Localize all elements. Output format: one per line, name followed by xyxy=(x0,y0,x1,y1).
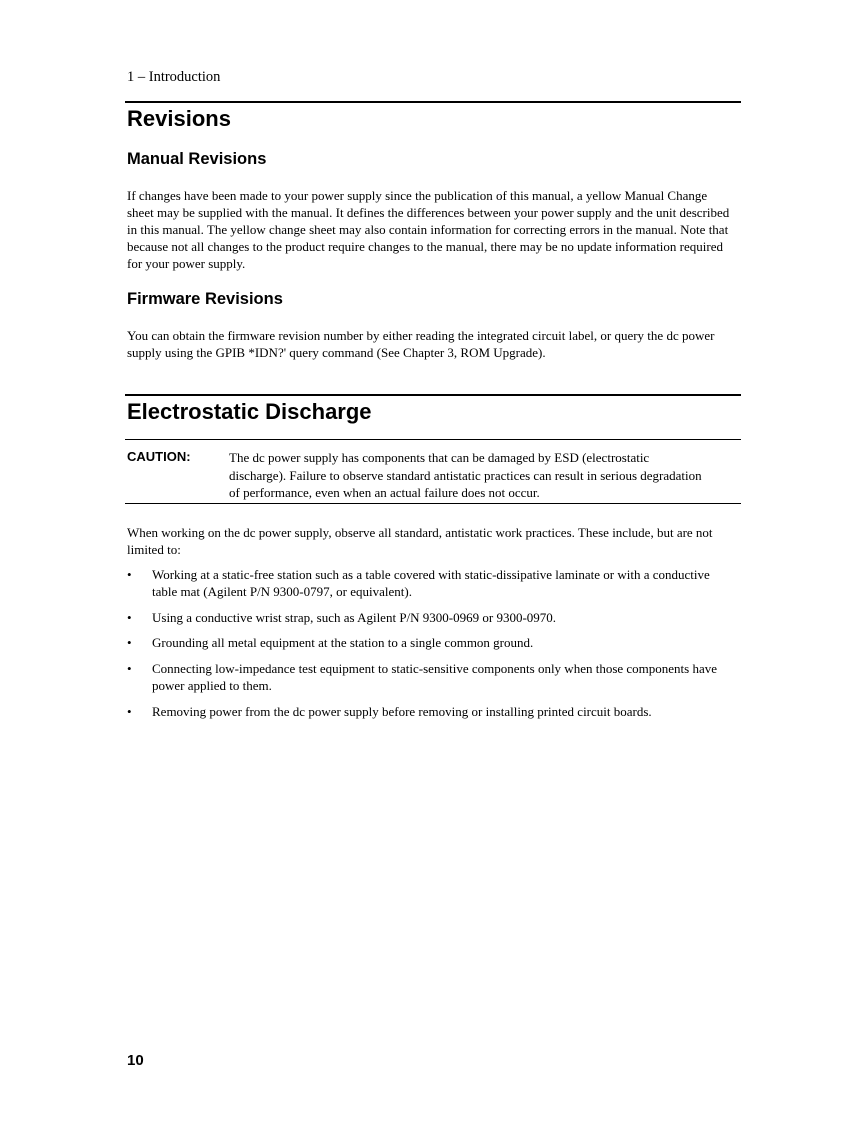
caution-top-rule xyxy=(125,439,741,440)
caution-label: CAUTION: xyxy=(127,449,191,464)
esd-intro-paragraph: When working on the dc power supply, observe all standard, antistatic work practices. These include, but are not limited to: xyxy=(127,525,713,557)
section-rule-revisions xyxy=(125,101,741,103)
bullet-icon: • xyxy=(127,635,132,650)
running-header: 1 – Introduction xyxy=(127,69,221,85)
bullet-icon: • xyxy=(127,661,132,676)
caution-text: The dc power supply has components that can be damaged by ESD (electrostatic discharge). Failure to observe standard antistatic practices can result in serious degradation of performance, even when an actual failure does not occur. xyxy=(229,450,702,500)
list-item-text: Connecting low-impedance test equipment to static-sensitive components only when those components have power applied to them. xyxy=(152,661,718,693)
subsection-title-firmware-revisions: Firmware Revisions xyxy=(127,290,283,308)
list-item-text: Grounding all metal equipment at the station to a single common ground. xyxy=(152,635,534,650)
page-number: 10 xyxy=(127,1052,144,1069)
bullet-icon: • xyxy=(127,610,132,625)
subsection-title-manual-revisions: Manual Revisions xyxy=(127,150,267,168)
list-item-text: Removing power from the dc power supply before removing or installing printed circuit boards. xyxy=(152,704,652,719)
manual-revisions-paragraph: If changes have been made to your power supply since the publication of this manual, a yellow Manual Change sheet may be supplied with the manual. It defines the differences between your power supply and the unit described in this manual. The yellow change sheet may also contain information for correcting errors in the manual. Note that because not all changes to the product require changes to the manual, there may be no update information required for your power supply. xyxy=(127,188,730,271)
section-rule-esd xyxy=(125,394,741,396)
list-item-text: Using a conductive wrist strap, such as Agilent P/N 9300-0969 or 9300-0970. xyxy=(152,610,557,625)
bullet-icon: • xyxy=(127,704,132,719)
bullet-icon: • xyxy=(127,567,132,582)
section-title-esd: Electrostatic Discharge xyxy=(127,399,372,424)
section-title-revisions: Revisions xyxy=(127,106,231,131)
firmware-revisions-paragraph: You can obtain the firmware revision number by either reading the integrated circuit label, or query the dc power supply using the GPIB *IDN?' query command (See Chapter 3, ROM Upgrade). xyxy=(127,328,715,360)
list-item-text: Working at a static-free station such as a table covered with static-dissipative laminate or with a conductive table mat (Agilent P/N 9300-0797, or equivalent). xyxy=(152,567,710,599)
caution-bottom-rule xyxy=(125,503,741,504)
